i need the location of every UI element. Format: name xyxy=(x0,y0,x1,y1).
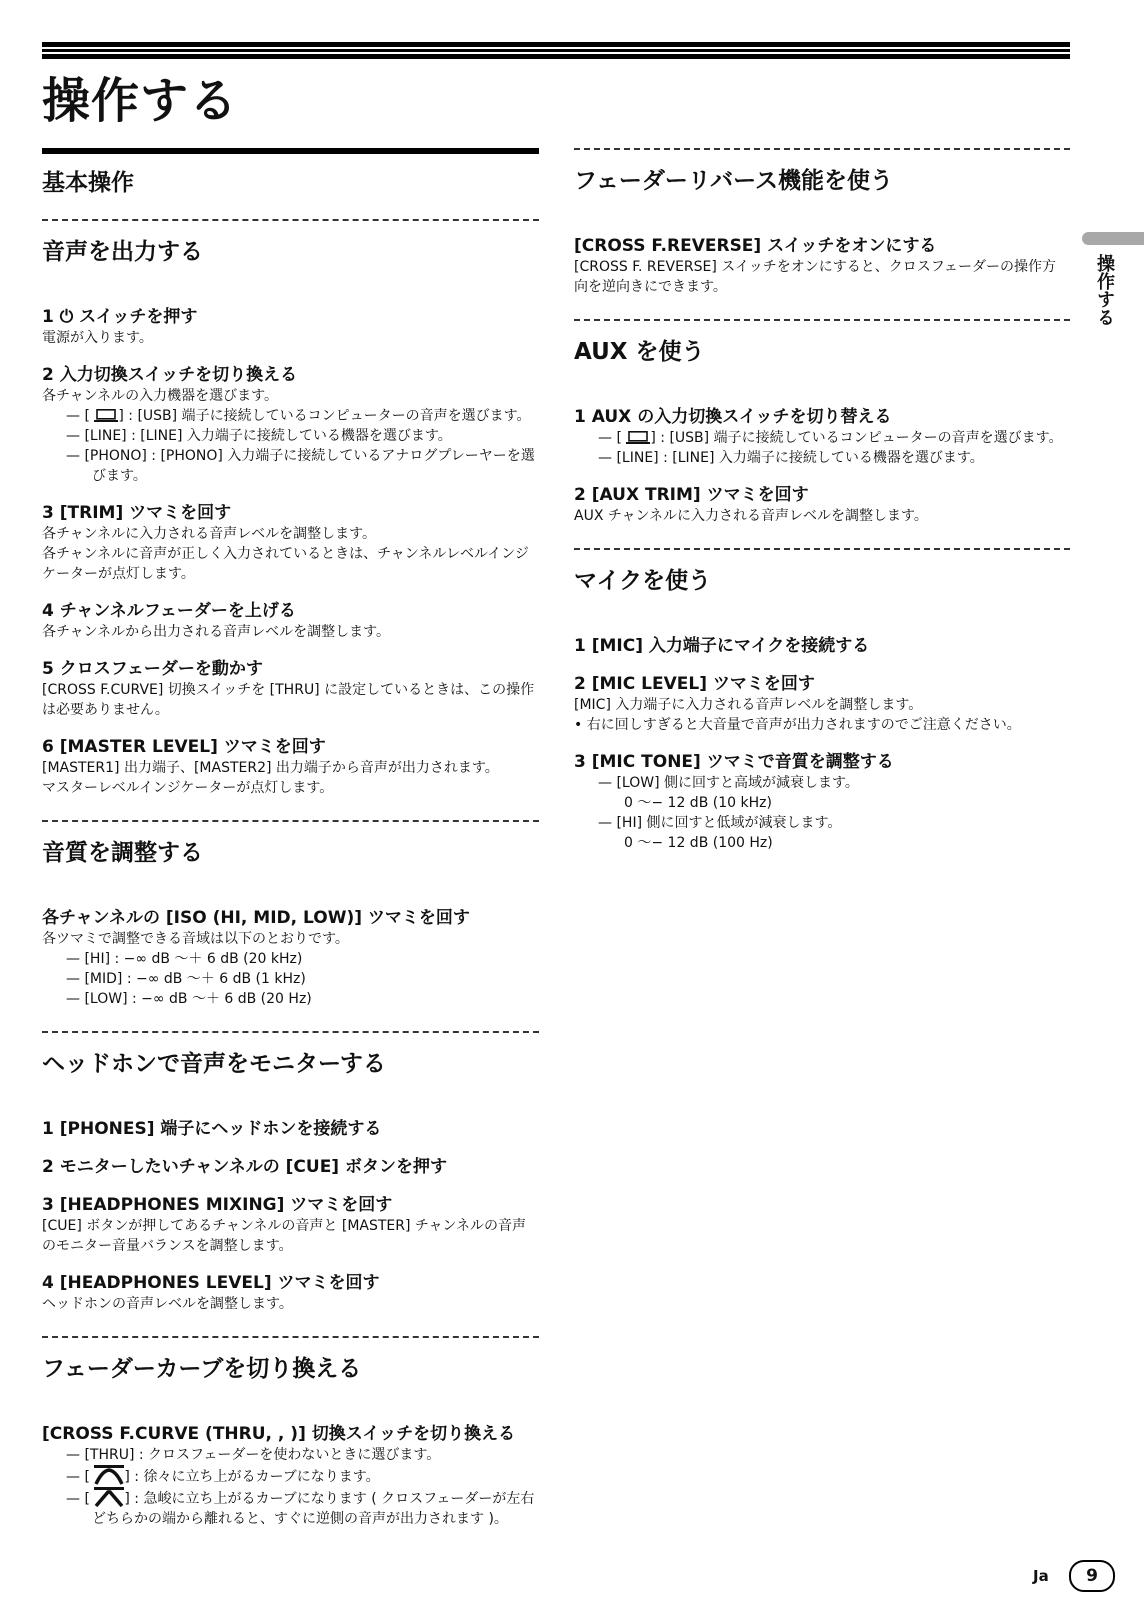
step-description: 各ツマミで調整できる音域は以下のとおりです。 xyxy=(42,931,349,947)
section-heading: 音声を出力する xyxy=(42,219,539,266)
step-title: [CROSS F.CURVE (THRU, , )] 切換スイッチを切り換える xyxy=(42,1424,516,1444)
step-title: 1 ⏻ スイッチを押す xyxy=(42,307,198,327)
step-title: 1 AUX の入力切換スイッチを切り替える xyxy=(574,407,892,427)
left-column xyxy=(42,148,539,1551)
step-description: 各チャンネルに音声が正しく入力されているときは、チャンネルレベルインジケーターが点灯します。 xyxy=(42,546,529,582)
step-description: [CROSS F. REVERSE] スイッチをオンにすると、クロスフェーダーの操作方向を逆向きにできます。 xyxy=(574,259,1057,295)
section xyxy=(42,148,539,197)
option-item: — [ ] : [USB] 端子に接続しているコンピューターの音声を選びます。 xyxy=(66,408,531,424)
option-item: — [HI] 側に回すと低域が減衰します。 xyxy=(598,815,842,831)
step-description: 各チャンネルから出力される音声レベルを調整します。 xyxy=(42,624,391,640)
step-title: 3 [TRIM] ツマミを回す xyxy=(42,503,232,523)
section-heading: ヘッドホンで音声をモニターする xyxy=(42,1031,539,1078)
section xyxy=(574,148,1070,297)
step-title: 1 [PHONES] 端子にヘッドホンを接続する xyxy=(42,1119,382,1139)
step-title: 4 チャンネルフェーダーを上げる xyxy=(42,601,296,621)
step-description: [MASTER1] 出力端子、[MASTER2] 出力端子から音声が出力されます。 xyxy=(42,760,499,776)
step-title: 5 クロスフェーダーを動かす xyxy=(42,659,263,679)
section xyxy=(574,319,1070,526)
header-rule xyxy=(42,42,1070,59)
option-item: — [LINE] : [LINE] 入力端子に接続している機器を選びます。 xyxy=(66,428,452,444)
option-item: — [LOW] 側に回すと高域が減衰します。 xyxy=(598,775,859,791)
step-description: マスターレベルインジケーターが点灯します。 xyxy=(42,780,334,796)
step-title: 1 [MIC] 入力端子にマイクを接続する xyxy=(574,636,870,656)
section xyxy=(574,548,1070,853)
step-description: AUX チャンネルに入力される音声レベルを調整します。 xyxy=(574,508,928,524)
option-item: — [LOW] : −∞ dB ～＋ 6 dB (20 Hz) xyxy=(66,991,312,1007)
option-item: — [ ] : 急峻に立ち上がるカーブになります ( クロスフェーダーが左右どちらかの端から離れると、すぐに逆側の音声が出力されます )。 xyxy=(66,1487,539,1529)
note-bullet: • 右に回しすぎると大音量で音声が出力されますのでご注意ください。 xyxy=(574,717,1021,733)
section-heading: 基本操作 xyxy=(42,148,539,197)
step-description: [CROSS F.CURVE] 切換スイッチを [THRU] に設定しているときは、この操作は必要ありません。 xyxy=(42,682,535,718)
right-column xyxy=(574,148,1070,875)
footer-language: Ja xyxy=(1033,1567,1049,1585)
step-title: 2 入力切換スイッチを切り換える xyxy=(42,365,298,385)
option-item: — [MID] : −∞ dB ～＋ 6 dB (1 kHz) xyxy=(66,971,306,987)
step-title: 3 [HEADPHONES MIXING] ツマミを回す xyxy=(42,1195,393,1215)
step-title: 3 [MIC TONE] ツマミで音質を調整する xyxy=(574,752,894,772)
option-item: — [ ] : 徐々に立ち上がるカーブになります。 xyxy=(66,1465,539,1487)
section xyxy=(42,1031,539,1314)
section-heading: AUX を使う xyxy=(574,319,1070,366)
section-heading: マイクを使う xyxy=(574,548,1070,595)
step-description: 電源が入ります。 xyxy=(42,330,153,346)
option-item: — [LINE] : [LINE] 入力端子に接続している機器を選びます。 xyxy=(598,450,984,466)
range-value: 0 ～− 12 dB (100 Hz) xyxy=(624,835,773,851)
step-title: 各チャンネルの [ISO (HI, MID, LOW)] ツマミを回す xyxy=(42,908,470,928)
page-title: 操作する xyxy=(42,73,239,129)
page-number: 9 xyxy=(1069,1560,1115,1592)
step-description: 各チャンネルの入力機器を選びます。 xyxy=(42,388,279,404)
step-description: 各チャンネルに入力される音声レベルを調整します。 xyxy=(42,526,377,542)
side-tab xyxy=(1082,232,1144,245)
step-title: 4 [HEADPHONES LEVEL] ツマミを回す xyxy=(42,1273,380,1293)
section xyxy=(42,820,539,1009)
step-title: 2 [AUX TRIM] ツマミを回す xyxy=(574,485,809,505)
option-item: — [PHONO] : [PHONO] 入力端子に接続しているアナログプレーヤーを選びます。 xyxy=(66,448,535,484)
gentle-curve-icon xyxy=(94,1469,124,1485)
laptop-icon xyxy=(626,430,650,446)
option-item: — [THRU] : クロスフェーダーを使わないときに選びます。 xyxy=(66,1447,441,1463)
section-heading: 音質を調整する xyxy=(42,820,539,867)
section-heading: フェーダーリバース機能を使う xyxy=(574,148,1070,195)
section-heading: フェーダーカーブを切り換える xyxy=(42,1336,539,1383)
step-description: ヘッドホンの音声レベルを調整します。 xyxy=(42,1296,293,1312)
step-title: 2 モニターしたいチャンネルの [CUE] ボタンを押す xyxy=(42,1157,447,1177)
section xyxy=(42,1336,539,1529)
side-tab-label: 操作する xyxy=(1094,254,1115,326)
option-item: — [HI] : −∞ dB ～＋ 6 dB (20 kHz) xyxy=(66,951,303,967)
option-item: — [ ] : [USB] 端子に接続しているコンピューターの音声を選びます。 xyxy=(598,430,1063,446)
step-title: 2 [MIC LEVEL] ツマミを回す xyxy=(574,674,815,694)
laptop-icon xyxy=(94,408,118,424)
step-title: 6 [MASTER LEVEL] ツマミを回す xyxy=(42,737,326,757)
sharp-curve-icon xyxy=(94,1491,124,1507)
range-value: 0 ～− 12 dB (10 kHz) xyxy=(624,795,772,811)
step-title: [CROSS F.REVERSE] スイッチをオンにする xyxy=(574,236,937,256)
step-description: [MIC] 入力端子に入力される音声レベルを調整します。 xyxy=(574,697,923,713)
step-description: [CUE] ボタンが押してあるチャンネルの音声と [MASTER] チャンネルの音声のモニター音量バランスを調整します。 xyxy=(42,1218,527,1254)
section xyxy=(42,219,539,798)
